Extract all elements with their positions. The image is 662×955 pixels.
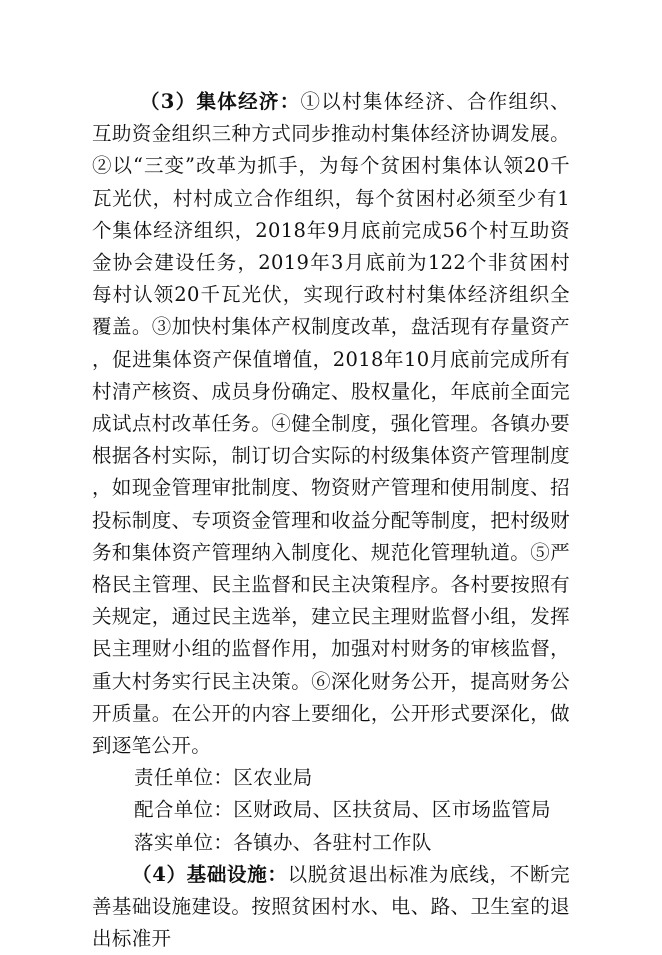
section-3-heading: （3）集体经济： (140, 90, 301, 113)
section-4-heading: （4）基础设施： (132, 862, 288, 886)
implementing-unit: 落实单位：各镇办、各驻村工作队 (134, 830, 432, 854)
section-4-paragraph (92, 859, 570, 955)
section-3-body: ①以村集体经济、合作组织、互助资金组织三种方式同步推动村集体经济协调发展。②以“三变”改革为抓手，为每个贫困村集体认领20千瓦光伏，村村成立合作组织，每个贫困村必须至少有1个集体经济组织，2018年9月底前完成56个村互助资金协会建设任务，2019年3月底前为122个非贫困村每村认领20千瓦光伏，实现行政村村集体经济组织全覆盖。③加快村集体产权制度改革，盘活现有存量资产，促进集体资产保值增值，2018年10月底前完成所有村清产核资、成员身份确定、股权量化，年底前全面完成试点村改革任务。④健全制度，强化管理。各镇办要根据各村实际，制订切合实际的村级集体资产管理制度，如现金管理审批制度、物资财产管理和使用制度、招投标制度、专项资金管理和收益分配等制度，把村级财务和集体资产管理纳入制度化、规范化管理轨道。⑤严格民主管理、民主监督和民主决策程序。各村要按照有关规定，通过民主选举，建立民主理财监督小组，发挥民主理财小组的监督作用，加强对村财务的审核监督，重大村务实行民主决策。⑥深化财务公开，提高财务公开质量。在公开的内容上要细化，公开形式要深化，做到逐笔公开。 (92, 90, 570, 758)
section-4-body: 以脱贫退出标准为底线，不断完善基础设施建设。按照贫困村水、电、路、卫生室的退出标准开 (92, 862, 570, 951)
section-3-paragraph (92, 86, 570, 762)
responsible-unit: 责任单位：区农业局 (134, 766, 313, 790)
document-body (92, 86, 570, 955)
cooperating-unit: 配合单位：区财政局、区扶贫局、区市场监管局 (134, 798, 551, 822)
